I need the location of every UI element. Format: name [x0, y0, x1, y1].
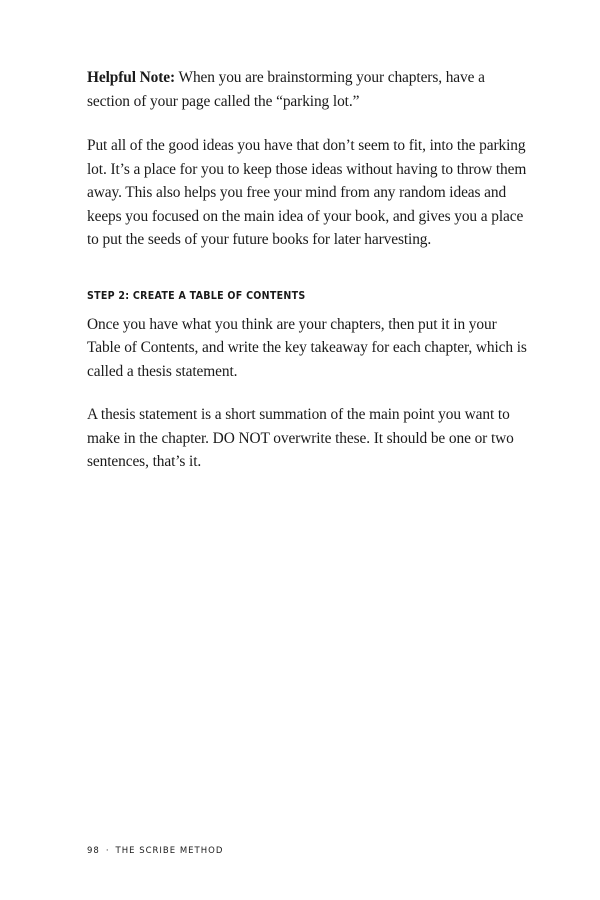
- page-body: [87, 66, 527, 474]
- page-number: 98: [87, 846, 100, 856]
- footer-separator: ·: [105, 846, 110, 856]
- thesis-statement-paragraph: A thesis statement is a short summation of the main point you want to make in the chapter. DO NOT overwrite these. It should be one or two sentences, that’s it.: [87, 406, 514, 470]
- book-title: THE SCRIBE METHOD: [115, 846, 224, 856]
- step-2-heading: STEP 2: CREATE A TABLE OF CONTENTS: [87, 288, 306, 302]
- table-of-contents-paragraph: Once you have what you think are your chapters, then put it in your Table of Contents, and write the key takeaway for each chapter, which is called a thesis statement.: [87, 315, 527, 380]
- helpful-note-text: When you are brainstorming your chapters, have a section of your page called the “parking lot.”: [87, 69, 485, 110]
- helpful-note-paragraph: [87, 66, 527, 113]
- helpful-note-label: Helpful Note:: [87, 69, 176, 86]
- parking-lot-paragraph: Put all of the good ideas you have that don’t seem to fit, into the parking lot. It’s a place for you to keep those ideas without having to throw them away. This also helps you free your mind from any random ideas and keeps you focused on the main idea of your book, and gives you a place to put the seeds of your future books for later harvesting.: [87, 137, 527, 248]
- page-footer: [87, 846, 223, 856]
